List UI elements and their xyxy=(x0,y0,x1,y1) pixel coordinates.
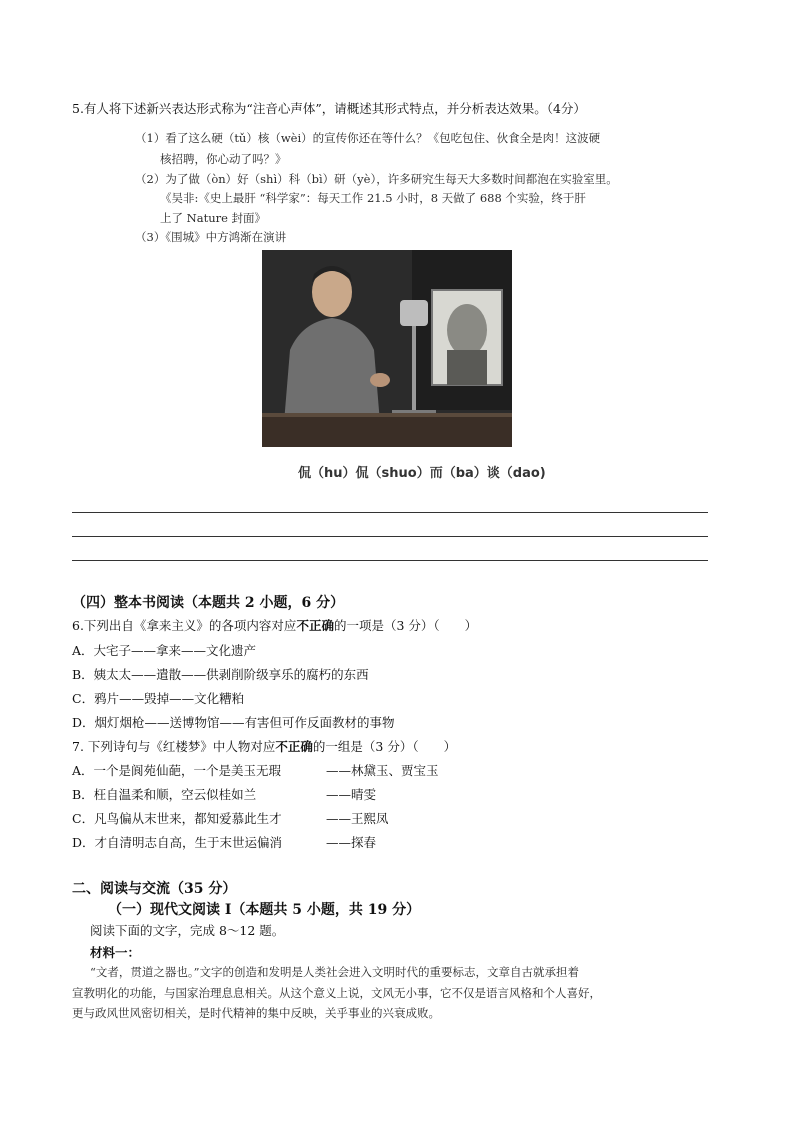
q6-stem-post: 的一项是（3 分）（ ） xyxy=(333,618,478,633)
q7-option-b-answer: ——晴雯 xyxy=(326,787,377,802)
q6-stem-pre: 6.下列出自《拿来主义》的各项内容对应 xyxy=(72,618,297,633)
q7-option-d: D．才自清明志自高，生于末世运偏消 xyxy=(72,835,283,850)
speech-photo xyxy=(262,250,512,447)
q6-option-a: A．大宅子——拿来——文化遗产 xyxy=(72,643,257,658)
q7-stem-post: 的一组是（3 分）（ ） xyxy=(312,739,457,754)
answer-line-3[interactable] xyxy=(72,560,708,561)
q6-option-c: C．鸦片——毁掉——文化糟粕 xyxy=(72,691,245,706)
q7-stem-pre: 7. 下列诗句与《红楼梦》中人物对应 xyxy=(72,739,276,754)
speech-photo-illustration xyxy=(262,250,512,447)
q7-option-c-answer: ——王熙凤 xyxy=(326,811,389,826)
photo-caption: 侃（hu）侃（shuo）而（ba）谈（dao) xyxy=(298,466,546,481)
q6-option-d: D．烟灯烟枪——送博物馆——有害但可作反面教材的事物 xyxy=(72,715,395,730)
q7-option-a: A．一个是阆苑仙葩，一个是美玉无瑕 xyxy=(72,763,282,778)
q7-option-a-answer: ——林黛玉、贾宝玉 xyxy=(326,763,439,778)
question-5-stem: 5.有人将下述新兴表达形式称为“注音心声体”，请概述其形式特点，并分析表达效果。（4分） xyxy=(72,101,586,116)
q7-option-d-answer: ——探春 xyxy=(326,835,377,850)
reading-instruction: 阅读下面的文字，完成 8～12 题。 xyxy=(90,923,285,938)
material-label: 材料一： xyxy=(90,945,141,960)
paragraph-line-1: “文者，贯道之器也。”文字的创造和发明是人类社会进入文明时代的重要标志，文章自古就承担着 xyxy=(90,965,580,979)
q5-item-2-line-1: （2）为了做（òn）好（shì）科（bì）研（yè），许多研究生每天大多数时间都泡在实验室里。 xyxy=(135,172,618,186)
q5-item-2-line-2: 《吴非:《史上最肝 “科学家”：每天工作 21.5 小时，8 天做了 688 个实验，终于肝 xyxy=(160,191,586,205)
q5-item-1-line-2: 核招聘，你心动了吗？》 xyxy=(160,152,287,166)
part2-heading: 二、阅读与交流（35 分） xyxy=(72,881,237,897)
q7-stem-emphasis: 不正确 xyxy=(275,739,313,754)
paragraph-line-3: 更与政风世风密切相关，是时代精神的集中反映，关乎事业的兴衰成败。 xyxy=(72,1006,440,1020)
q6-stem-emphasis: 不正确 xyxy=(296,618,334,633)
question-7-stem xyxy=(72,737,456,755)
q7-option-b: B．枉自温柔和顺，空云似桂如兰 xyxy=(72,787,257,802)
q5-item-3: （3）《围城》中方鸿渐在演讲 xyxy=(135,230,287,244)
part2-subheading: （一）现代文阅读 I（本题共 5 小题，共 19 分） xyxy=(108,902,421,918)
paragraph-line-2: 宣教明化的功能，与国家治理息息相关。从这个意义上说，文风无小事，它不仅是语言风格和个人喜好， xyxy=(72,986,601,1000)
answer-line-2[interactable] xyxy=(72,536,708,537)
question-6-stem xyxy=(72,616,477,634)
part4-heading: （四）整本书阅读（本题共 2 小题，6 分） xyxy=(72,595,345,611)
q5-item-2-line-3: 上了 Nature 封面》 xyxy=(160,211,267,225)
answer-line-1[interactable] xyxy=(72,512,708,513)
q7-option-c: C．凡鸟偏从末世来，都知爱慕此生才 xyxy=(72,811,282,826)
q6-option-b: B．姨太太——遣散——供剥削阶级享乐的腐朽的东西 xyxy=(72,667,369,682)
q5-item-1-line-1: （1）看了这么硬（tǔ）核（wèi）的宣传你还在等什么？《包吃包住、伙食全是肉！这波硬 xyxy=(135,131,601,145)
